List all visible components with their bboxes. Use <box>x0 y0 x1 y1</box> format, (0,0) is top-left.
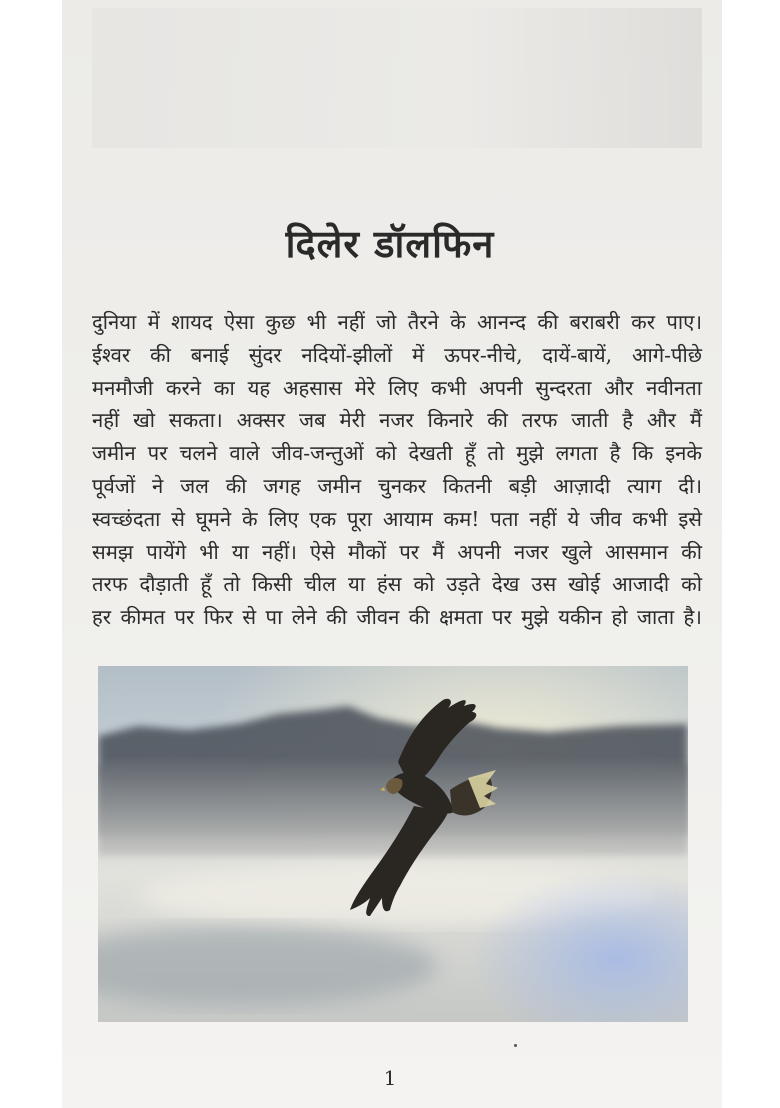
body-line: तरफ दौड़ाती हूँ तो किसी चील या हंस को उड़ते देख उस खोई आजादी को <box>92 572 702 597</box>
page-number: 1 <box>383 1066 397 1090</box>
eagle-illustration-svg <box>98 666 688 1022</box>
body-line: समझ पायेंगे भी या नहीं। ऐसे मौकों पर मैं अपनी नजर खुले आसमान की <box>92 539 702 564</box>
body-line: जमीन पर चलने वाले जीव-जन्तुओं को देखती हूँ तो मुझे लगता है कि इनके <box>92 441 702 466</box>
body-line: मनमौजी करने का यह अहसास मेरे लिए कभी अपनी सुन्दरता और नवीनता <box>92 375 702 400</box>
body-line: ईश्वर की बनाई सुंदर नदियों-झीलों में ऊपर-नीचे, दायें-बायें, आगे-पीछे <box>92 342 702 367</box>
chapter-title: दिलेर डॉलफिन <box>285 221 495 267</box>
printing-speck <box>514 1044 517 1047</box>
body-line: दुनिया में शायद ऐसा कुछ भी नहीं जो तैरने के आनन्द की बराबरी कर पाए। <box>92 310 702 334</box>
body-line: हर कीमत पर फिर से पा लेने की जीवन की क्षमता पर मुझे यकीन हो जाता है। <box>92 605 702 630</box>
body-line: स्वच्छंदता से घूमने के लिए एक पूरा आयाम कम! पता नहीं ये जीव कभी इसे <box>92 506 702 531</box>
body-paragraph <box>92 306 702 634</box>
page-top-shading <box>92 8 702 148</box>
body-line: नहीं खो सकता। अक्सर जब मेरी नजर किनारे की तरफ जाती है और मैं <box>92 408 702 433</box>
body-line: पूर्वजों ने जल की जगह जमीन चुनकर कितनी बड़ी आज़ादी त्याग दी। <box>92 473 702 498</box>
eagle-illustration <box>98 666 688 1022</box>
